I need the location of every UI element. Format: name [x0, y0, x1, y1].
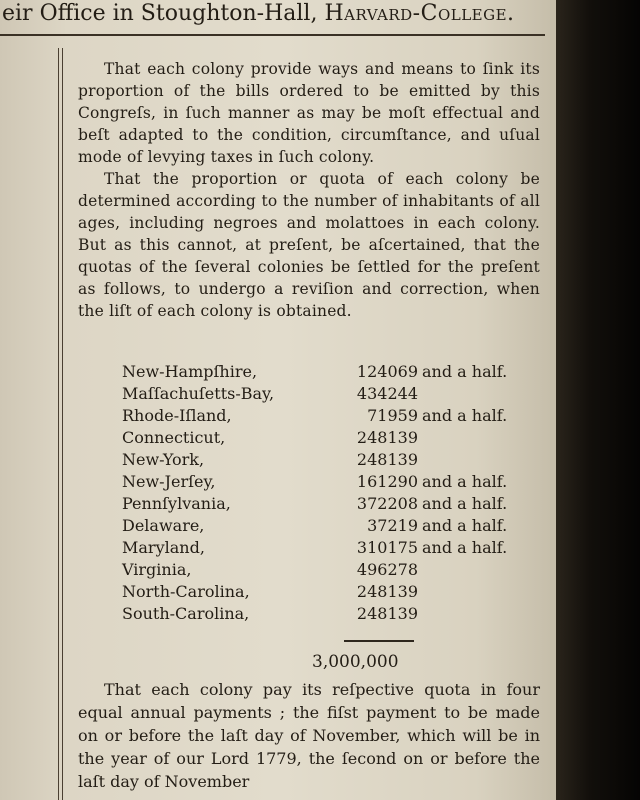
quota-amount: 161290	[356, 472, 418, 491]
quota-note: and a half.	[422, 472, 508, 491]
colony-name: New-Hampſhire,	[122, 362, 258, 381]
colony-name: Pennſylvania,	[122, 494, 231, 513]
quota-row	[122, 450, 552, 472]
quota-amount: 248139	[356, 428, 418, 447]
quota-amount: 71959	[367, 406, 418, 425]
quota-amount: 434244	[356, 384, 418, 403]
quota-amount: 248139	[356, 582, 418, 601]
paragraph-payments: That each colony pay its reſpective quota in four equal annual payments ; the fiſst payment to be made on or before the laſt day of November, which will be in the year of our Lord 1779, the ſecond on or before the laſt day of November	[78, 680, 540, 791]
colony-name: Rhode-Iſland,	[122, 406, 232, 425]
quota-amount: 248139	[356, 604, 418, 623]
paragraph-quota-proportion: That the proportion or quota of each colony be determined according to the number of inhabitants of all ages, including negroes and molattoes in each colony. But as this cannot, at preſent, be aſcertained, that the quotas of the ſeveral colonies be ſettled for the preſent as follows, to undergo a reviſion and correction, when the liſt of each colony is obtained.	[78, 170, 540, 320]
article-body	[78, 58, 540, 322]
quota-note: and a half.	[422, 406, 508, 425]
quota-amount: 496278	[356, 560, 418, 579]
quota-note: and a half.	[422, 538, 508, 557]
column-divider	[58, 48, 63, 800]
quota-total: 3,000,000	[312, 652, 399, 672]
masthead-prefix: eir Office in Stoughton-Hall,	[2, 1, 318, 26]
quota-amount: 372208	[356, 494, 418, 513]
colony-name: Connecticut,	[122, 428, 226, 447]
sum-rule	[344, 640, 414, 642]
quota-amount: 37219	[367, 516, 418, 535]
colony-name: South-Carolina,	[122, 604, 250, 623]
background-edge	[556, 0, 640, 800]
colony-name: New-York,	[122, 450, 205, 469]
quota-row	[122, 472, 552, 494]
quota-note: and a half.	[422, 362, 508, 381]
quota-row	[122, 538, 552, 560]
quota-row	[122, 406, 552, 428]
quota-row	[122, 494, 552, 516]
quota-row	[122, 384, 552, 406]
quota-row	[122, 362, 552, 384]
colony-name: Delaware,	[122, 516, 205, 535]
masthead	[0, 0, 542, 32]
colony-name: New-Jerſey,	[122, 472, 216, 491]
colony-name: North-Carolina,	[122, 582, 250, 601]
masthead-college: Harvard-College.	[324, 1, 515, 26]
quota-amount: 248139	[356, 450, 418, 469]
colony-name: Maſſachuſetts-Bay,	[122, 384, 275, 403]
quota-note: and a half.	[422, 494, 508, 513]
colony-name: Virginia,	[122, 560, 192, 579]
quota-note: and a half.	[422, 516, 508, 535]
quota-amount: 310175	[356, 538, 418, 557]
quota-row	[122, 560, 552, 582]
masthead-rule	[0, 34, 545, 36]
paragraph-sinking-bills: That each colony provide ways and means to ſink its proportion of the bills ordered to be emitted by this Congreſs, in ſuch manner as may be moſt effectual and beſt adapted to the condition, circumſtance, and uſual mode of levying taxes in ſuch colony.	[78, 60, 540, 166]
quota-row	[122, 428, 552, 450]
quota-row	[122, 516, 552, 538]
article-body-continued	[78, 678, 540, 793]
quota-row	[122, 582, 552, 604]
colony-name: Maryland,	[122, 538, 205, 557]
quota-amount: 124069	[356, 362, 418, 381]
quota-row	[122, 604, 552, 626]
